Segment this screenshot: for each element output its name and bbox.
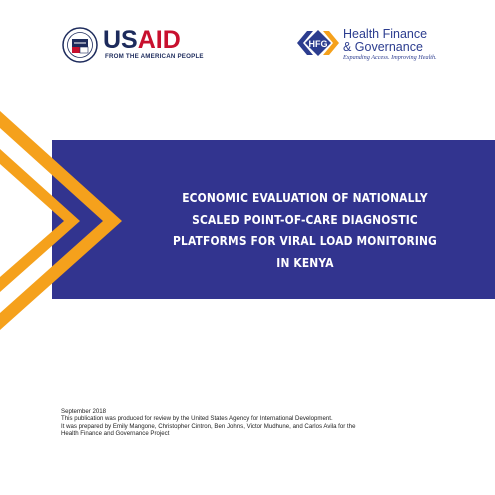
publication-note	[61, 408, 481, 438]
publication-line-1: This publication was produced for review by the United States Agency for International Development.	[61, 415, 333, 423]
publication-line-2: It was prepared by Emily Mangone, Christopher Cintron, Ben Johns, Victor Mudhune, and Carlos Avila for the	[61, 422, 356, 430]
usaid-tagline: FROM THE AMERICAN PEOPLE	[105, 53, 204, 60]
publication-date: September 2018	[61, 408, 107, 415]
title-line-1: ECONOMIC EVALUATION OF NATIONALLY	[182, 190, 428, 205]
publication-line-3: Health Finance and Governance Project	[61, 430, 170, 438]
hfg-name-line2: & Governance	[343, 40, 423, 54]
hfg-name-line1: Health Finance	[343, 27, 428, 41]
title-line-3: PLATFORMS FOR VIRAL LOAD MONITORING	[173, 233, 437, 248]
usaid-wordmark-aid: AID	[137, 26, 181, 54]
title-line-4: IN KENYA	[276, 254, 334, 270]
usaid-wordmark-us: US	[103, 26, 138, 54]
hfg-tagline: Expanding Access. Improving Health.	[343, 54, 437, 61]
report-title	[172, 187, 439, 273]
hfg-mark-text: HFG	[308, 39, 328, 49]
chevron-outer	[0, 111, 122, 330]
chevron-inner	[0, 149, 80, 292]
usaid-logo	[62, 27, 212, 63]
hfg-mark-icon	[297, 28, 339, 58]
title-line-2: SCALED POINT-OF-CARE DIAGNOSTIC	[192, 211, 418, 227]
usaid-wordmark	[103, 28, 181, 53]
usaid-seal-icon	[62, 27, 98, 63]
hfg-name	[343, 28, 427, 54]
hfg-logo	[297, 27, 447, 67]
